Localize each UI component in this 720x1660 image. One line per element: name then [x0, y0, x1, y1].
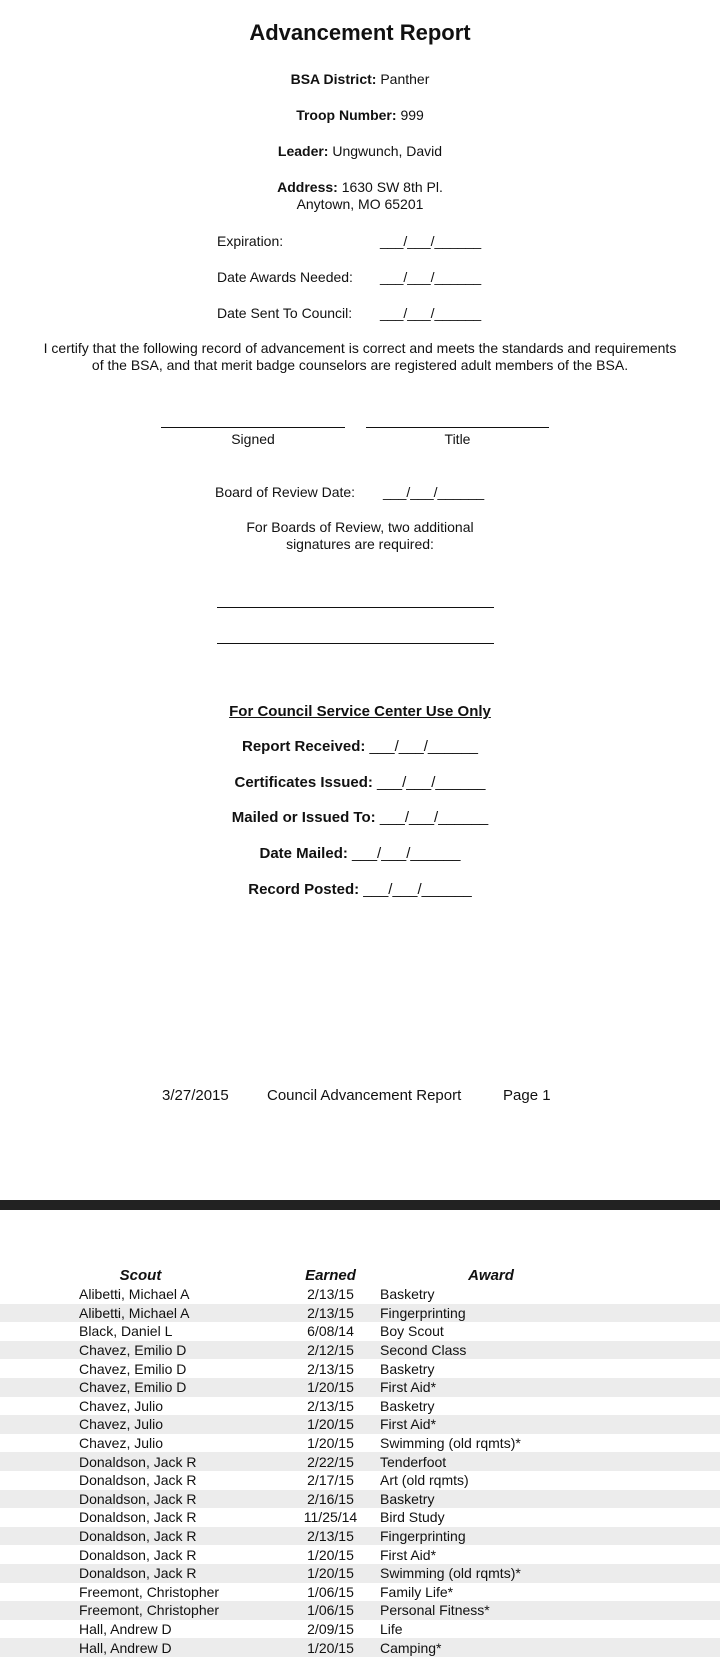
table-row: [0, 1601, 720, 1620]
earned-cell: 2/13/15: [307, 1304, 354, 1321]
award-cell: Boy Scout: [380, 1323, 444, 1340]
table-row: [0, 1583, 720, 1602]
board-review-note-line1: For Boards of Review, two additional: [246, 519, 474, 535]
award-cell: Personal Fitness*: [380, 1602, 490, 1619]
award-cell: Tenderfoot: [380, 1453, 447, 1470]
scout-cell: Black, Daniel L: [79, 1323, 173, 1340]
board-review-note: [0, 519, 720, 553]
earned-cell: 1/20/15: [307, 1435, 354, 1452]
record-posted-blank[interactable]: ___/___/______: [363, 881, 472, 898]
scout-cell: Donaldson, Jack R: [79, 1509, 197, 1526]
certification-text: [0, 340, 720, 374]
award-cell: Swimming (old rqmts)*: [380, 1565, 521, 1582]
awards-needed-blank[interactable]: ___/___/______: [380, 269, 482, 285]
scout-cell: Hall, Andrew D: [79, 1639, 172, 1656]
address-block: [0, 179, 720, 213]
scout-cell: Donaldson, Jack R: [79, 1528, 197, 1545]
award-cell: First Aid*: [380, 1416, 437, 1433]
award-cell: Art (old rqmts): [380, 1472, 469, 1489]
certificates-issued-label: Certificates Issued:: [234, 774, 373, 791]
table-row: [0, 1322, 720, 1341]
table-row: [0, 1638, 720, 1657]
table-row: [0, 1471, 720, 1490]
mailed-issued-row: [0, 809, 720, 826]
district-label: BSA District:: [290, 71, 377, 87]
table-row: [0, 1508, 720, 1527]
leader-line: [0, 143, 720, 159]
table-row: [0, 1341, 720, 1360]
earned-cell: 1/20/15: [307, 1546, 354, 1563]
record-posted-row: [0, 881, 720, 898]
table-row: [0, 1434, 720, 1453]
sent-to-council-blank[interactable]: ___/___/______: [380, 305, 482, 321]
title-label: Title: [444, 431, 471, 447]
certification-line1: I certify that the following record of advancement is correct and meets the standards and requirements: [43, 340, 677, 356]
table-row: [0, 1359, 720, 1378]
scout-cell: Alibetti, Michael A: [79, 1286, 190, 1303]
earned-cell: 2/09/15: [307, 1620, 354, 1637]
header-award: Award: [468, 1266, 514, 1284]
scout-cell: Chavez, Emilio D: [79, 1379, 187, 1396]
award-cell: Camping*: [380, 1639, 442, 1656]
footer-date: 3/27/2015: [162, 1087, 229, 1104]
scout-cell: Chavez, Emilio D: [79, 1342, 187, 1359]
earned-cell: 1/20/15: [307, 1565, 354, 1582]
award-cell: Basketry: [380, 1490, 435, 1507]
footer-page: Page 1: [503, 1087, 551, 1104]
certification-line2: of the BSA, and that merit badge counselors are registered adult members of the BSA.: [91, 357, 629, 373]
award-cell: Fingerprinting: [380, 1304, 466, 1321]
council-use-heading: For Council Service Center Use Only: [229, 703, 491, 720]
troop-value: 999: [400, 107, 424, 123]
page-divider: [0, 1200, 720, 1210]
table-row: [0, 1490, 720, 1509]
mailed-issued-label: Mailed or Issued To:: [231, 809, 376, 826]
report-title: Advancement Report: [249, 20, 471, 45]
earned-cell: 11/25/14: [303, 1509, 358, 1526]
awards-needed-label: Date Awards Needed:: [217, 269, 353, 285]
scout-cell: Chavez, Julio: [79, 1397, 164, 1414]
earned-cell: 1/06/15: [307, 1583, 354, 1600]
certificates-issued-blank[interactable]: ___/___/______: [377, 774, 486, 791]
earned-cell: 1/20/15: [307, 1379, 354, 1396]
address-label: Address:: [277, 179, 338, 195]
scout-cell: Hall, Andrew D: [79, 1620, 172, 1637]
earned-cell: 1/06/15: [307, 1602, 354, 1619]
board-review-date-blank[interactable]: ___/___/______: [383, 484, 485, 500]
expiration-blank[interactable]: ___/___/______: [380, 233, 482, 249]
troop-line: [0, 107, 720, 123]
scout-cell: Chavez, Julio: [79, 1435, 164, 1452]
scout-cell: Donaldson, Jack R: [79, 1546, 197, 1563]
address-line2: Anytown, MO 65201: [296, 196, 424, 212]
table-row: [0, 1620, 720, 1639]
award-cell: Basketry: [380, 1360, 435, 1377]
award-cell: Family Life*: [380, 1583, 454, 1600]
table-row: [0, 1564, 720, 1583]
header-scout: Scout: [119, 1266, 162, 1284]
table-row: [0, 1545, 720, 1564]
table-row: [0, 1285, 720, 1304]
table-row: [0, 1527, 720, 1546]
table-header-row: [0, 1265, 720, 1285]
scout-cell: Donaldson, Jack R: [79, 1490, 197, 1507]
earned-cell: 2/13/15: [307, 1286, 354, 1303]
earned-cell: 6/08/14: [307, 1323, 354, 1340]
award-cell: Life: [380, 1620, 403, 1637]
report-received-label: Report Received:: [242, 738, 366, 755]
board-review-note-line2: signatures are required:: [286, 536, 434, 552]
date-mailed-blank[interactable]: ___/___/______: [352, 845, 461, 862]
board-review-date-label: Board of Review Date:: [215, 484, 356, 500]
review-signature-line-1[interactable]: [217, 607, 494, 608]
award-cell: Basketry: [380, 1286, 435, 1303]
table-row: [0, 1452, 720, 1471]
table-row: [0, 1415, 720, 1434]
date-mailed-row: [0, 845, 720, 862]
award-cell: Second Class: [380, 1342, 467, 1359]
award-cell: Swimming (old rqmts)*: [380, 1435, 521, 1452]
earned-cell: 2/17/15: [307, 1472, 354, 1489]
certificates-issued-row: [0, 774, 720, 791]
scout-cell: Donaldson, Jack R: [79, 1453, 197, 1470]
scout-cell: Freemont, Christopher: [79, 1602, 220, 1619]
leader-label: Leader:: [277, 143, 329, 159]
troop-label: Troop Number:: [296, 107, 397, 123]
expiration-label: Expiration:: [217, 233, 284, 249]
title-line[interactable]: [366, 427, 549, 428]
award-cell: First Aid*: [380, 1546, 437, 1563]
signed-label: Signed: [231, 431, 275, 447]
advancement-table: [0, 1265, 720, 1657]
scout-cell: Chavez, Emilio D: [79, 1360, 187, 1377]
footer-report-name: Council Advancement Report: [267, 1087, 462, 1104]
scout-cell: Chavez, Julio: [79, 1416, 164, 1433]
earned-cell: 2/13/15: [307, 1397, 354, 1414]
earned-cell: 2/12/15: [307, 1342, 354, 1359]
earned-cell: 1/20/15: [307, 1639, 354, 1656]
report-received-row: [0, 738, 720, 755]
scout-cell: Donaldson, Jack R: [79, 1472, 197, 1489]
scout-cell: Donaldson, Jack R: [79, 1565, 197, 1582]
table-row: [0, 1397, 720, 1416]
table-body: [0, 1285, 720, 1657]
earned-cell: 2/13/15: [307, 1528, 354, 1545]
earned-cell: 2/22/15: [307, 1453, 354, 1470]
mailed-issued-blank[interactable]: ___/___/______: [379, 809, 489, 826]
header-earned: Earned: [305, 1266, 356, 1284]
earned-cell: 1/20/15: [307, 1416, 354, 1433]
district-line: [0, 71, 720, 87]
scout-cell: Alibetti, Michael A: [79, 1304, 190, 1321]
date-mailed-label: Date Mailed:: [259, 845, 348, 862]
earned-cell: 2/13/15: [307, 1360, 354, 1377]
award-cell: Basketry: [380, 1397, 435, 1414]
award-cell: First Aid*: [380, 1379, 437, 1396]
signed-line[interactable]: [161, 427, 345, 428]
record-posted-label: Record Posted:: [248, 881, 360, 898]
sent-to-council-label: Date Sent To Council:: [217, 305, 353, 321]
earned-cell: 2/16/15: [307, 1490, 354, 1507]
award-cell: Fingerprinting: [380, 1528, 466, 1545]
review-signature-line-2[interactable]: [217, 643, 494, 644]
district-value: Panther: [380, 71, 430, 87]
award-cell: Bird Study: [380, 1509, 445, 1526]
leader-value: Ungwunch, David: [332, 143, 443, 159]
report-received-blank[interactable]: ___/___/______: [369, 738, 478, 755]
address-line1: 1630 SW 8th Pl.: [341, 179, 443, 195]
scout-cell: Freemont, Christopher: [79, 1583, 220, 1600]
table-row: [0, 1304, 720, 1323]
table-row: [0, 1378, 720, 1397]
